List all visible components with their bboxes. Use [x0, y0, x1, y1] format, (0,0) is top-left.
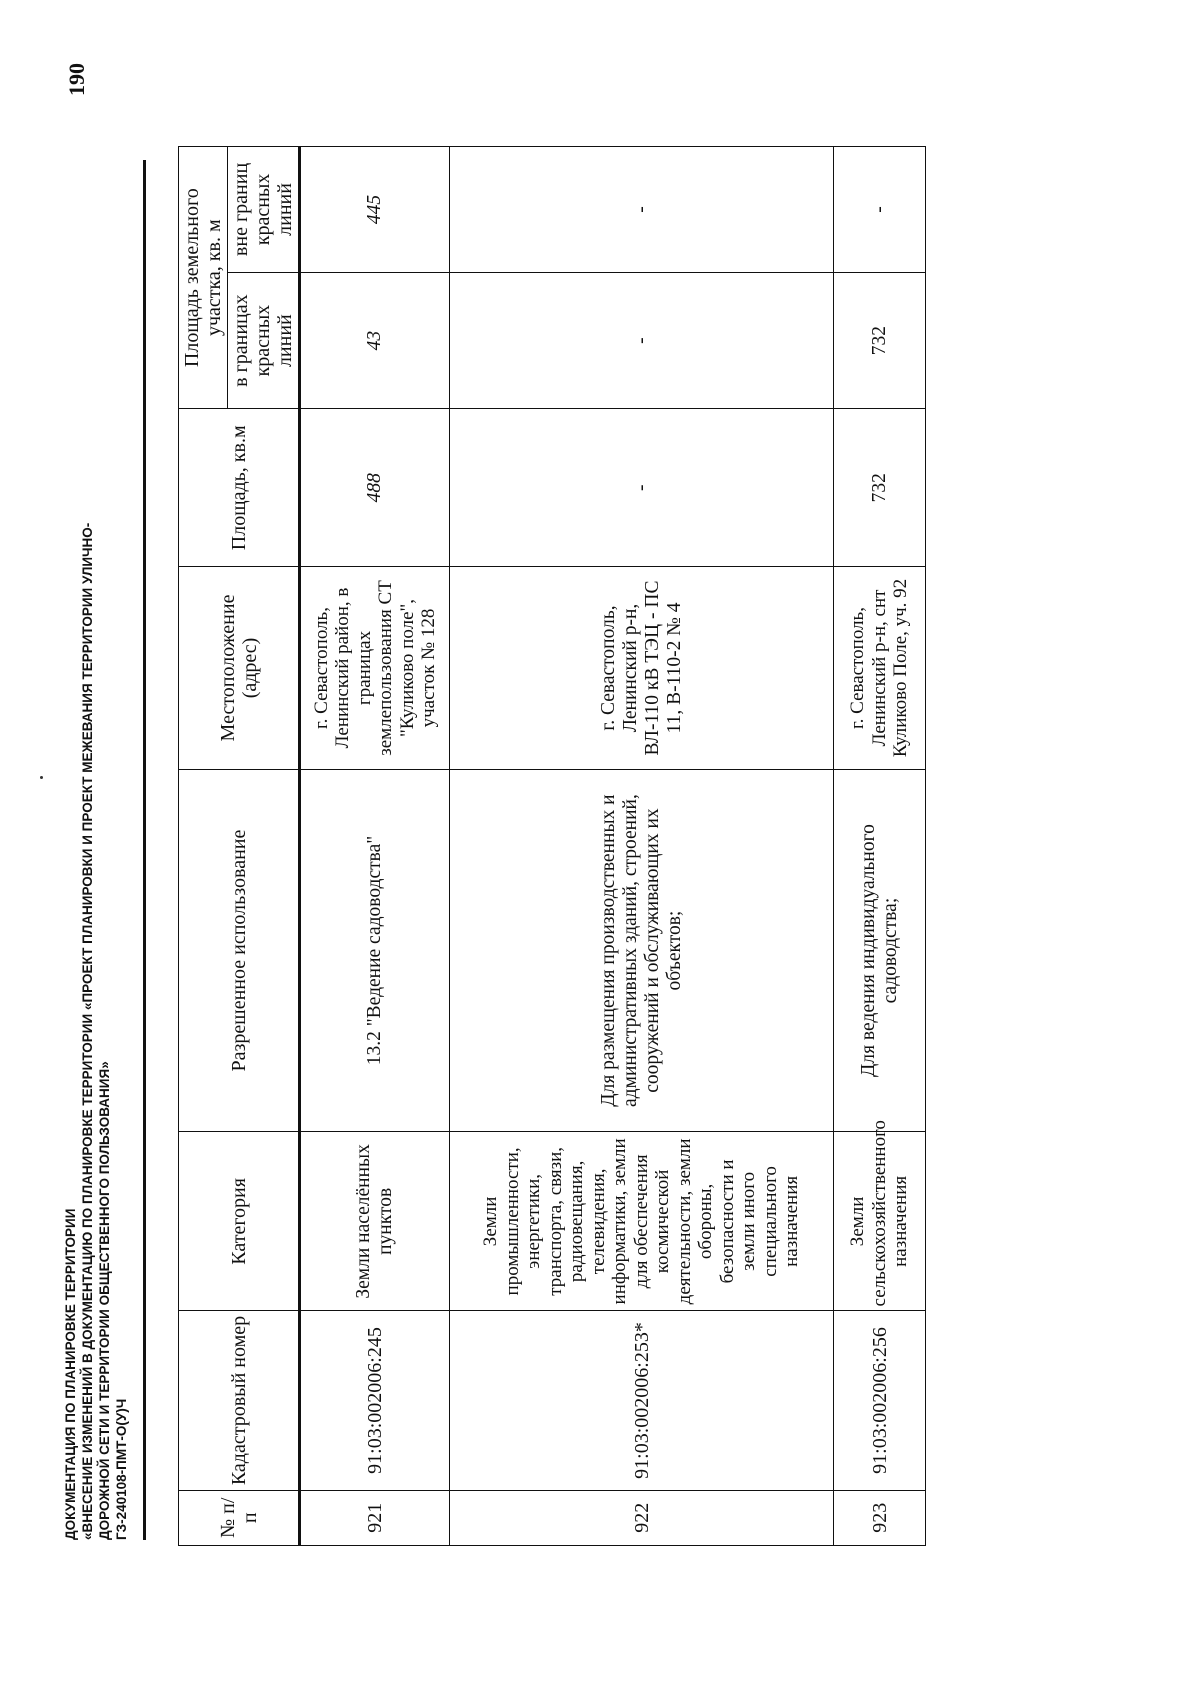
header-line-4: ГЗ-240108-ПМТ-О(У)Ч — [114, 1398, 129, 1540]
document-header — [62, 340, 130, 1540]
cell-location: г. Севастополь, Ленинский р-н, ВЛ-110 кВ ТЭЦ - ПС 11, В-110-2 № 4 — [450, 567, 834, 770]
cell-location: г. Севастополь, Ленинский район, в границах землепользования СТ "Куликово поле", участок № 128 — [300, 567, 450, 770]
header-inside-red-lines: в границах красных линий — [228, 272, 300, 408]
cell-area: 488 — [300, 409, 450, 567]
cell-cadastral: 91:03:002006:245 — [300, 1311, 450, 1490]
cell-area: 732 — [834, 409, 926, 567]
header-line-3: ДОРОЖНОЙ СЕТИ И ТЕРРИТОРИИ ОБЩЕСТВЕННОГО ПОЛЬЗОВАНИЯ» — [97, 1061, 112, 1540]
cell-permitted-use: 13.2 "Ведение садоводства" — [300, 769, 450, 1132]
land-plots-table — [178, 146, 926, 1546]
cell-category: Земли сельскохозяйственного назначения — [834, 1132, 926, 1311]
cell-num: 923 — [834, 1490, 926, 1545]
header-permitted-use: Разрешенное использование — [179, 769, 300, 1132]
cell-cadastral: 91:03:002006:256 — [834, 1311, 926, 1490]
table-row — [450, 147, 834, 1546]
scan-speck — [40, 776, 43, 779]
cell-permitted-use: Для ведения индивидуального садоводства; — [834, 769, 926, 1132]
cell-num: 922 — [450, 1490, 834, 1545]
header-line-2: «ВНЕСЕНИЕ ИЗМЕНЕНИЙ В ДОКУМЕНТАЦИЮ ПО ПЛАНИРОВКЕ ТЕРРИТОРИИ «ПРОЕКТ ПЛАНИРОВКИ И ПРОЕКТ МЕЖЕВАНИЯ ТЕРРИТОРИИ УЛИЧНО- — [80, 522, 95, 1540]
header-num: № п/п — [179, 1490, 300, 1545]
cell-cadastral: 91:03:002006:253* — [450, 1311, 834, 1490]
cell-permitted-use: Для размещения производственных и административных зданий, строений, сооружений и обслуживающих их объектов; — [450, 769, 834, 1132]
header-area: Площадь, кв.м — [179, 409, 300, 567]
cell-area: - — [450, 409, 834, 567]
page-number: 190 — [64, 63, 89, 96]
header-location: Местоположение (адрес) — [179, 567, 300, 770]
table-row — [834, 147, 926, 1546]
header-divider — [143, 160, 146, 1540]
cell-outside: 445 — [300, 147, 450, 273]
cell-location: г. Севастополь, Ленинский р-н, снт Куликово Поле, уч. 92 — [834, 567, 926, 770]
cell-inside: 43 — [300, 272, 450, 408]
table-row — [300, 147, 450, 1546]
cell-category: Земли населённых пунктов — [300, 1132, 450, 1311]
header-line-1: ДОКУМЕНТАЦИЯ ПО ПЛАНИРОВКЕ ТЕРРИТОРИИ — [63, 1208, 78, 1540]
header-land-area-group: Площадь земельного участка, кв. м — [179, 147, 228, 409]
cell-num: 921 — [300, 1490, 450, 1545]
header-category: Категория — [179, 1132, 300, 1311]
cell-outside: - — [834, 147, 926, 273]
cell-inside: - — [450, 272, 834, 408]
header-outside-red-lines: вне границ красных линий — [228, 147, 300, 273]
header-cadastral: Кадастровый номер — [179, 1311, 300, 1490]
cell-category: Земли промышленности, энергетики, транспорта, связи, радиовещания, телевидения, информатики, земли для обеспечения космической деятельности, земли обороны, безопасности и земли иного специального назначения — [450, 1132, 834, 1311]
cell-inside: 732 — [834, 272, 926, 408]
cell-outside: - — [450, 147, 834, 273]
table-header-row — [179, 147, 228, 1546]
